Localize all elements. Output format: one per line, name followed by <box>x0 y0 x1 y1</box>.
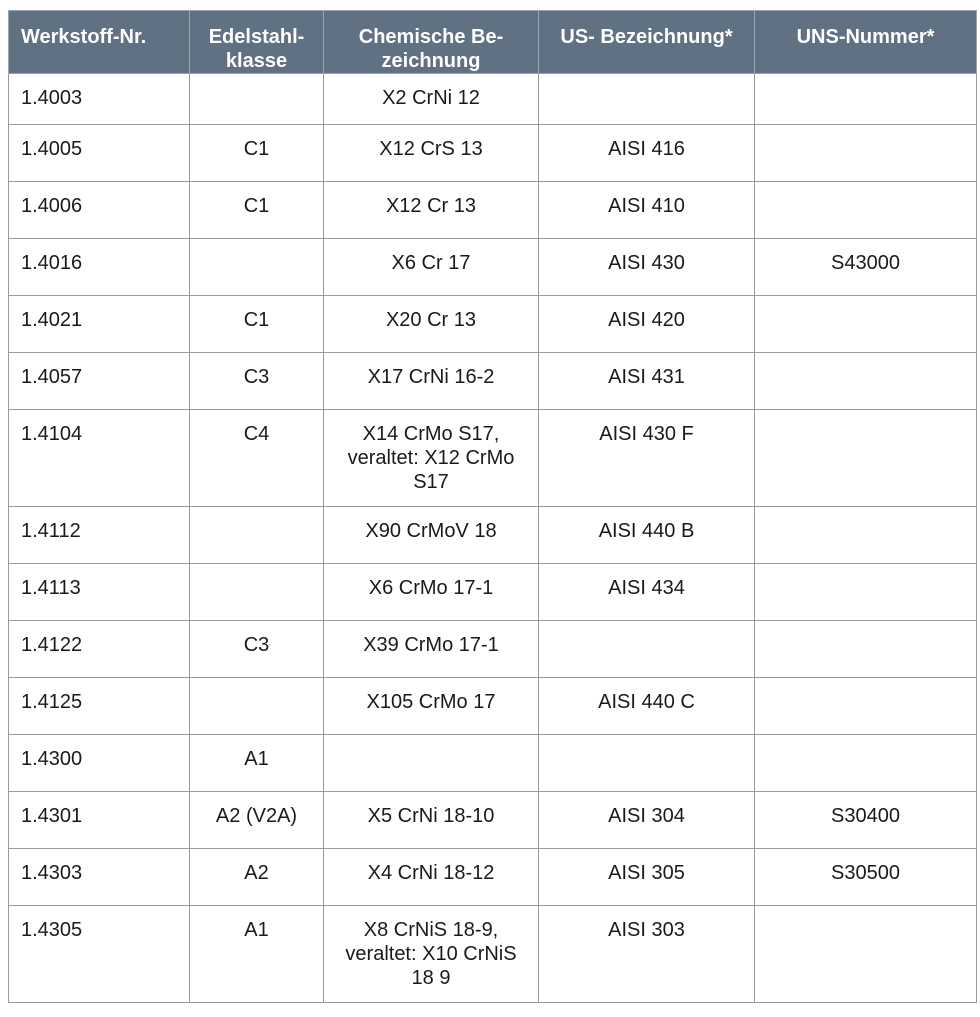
cell-uns-nummer: S30500 <box>755 849 977 906</box>
table-row <box>9 125 977 182</box>
cell-edelstahlklasse: C4 <box>190 410 324 507</box>
cell-us-bezeichnung: AISI 440 C <box>539 678 755 735</box>
cell-chemische-bezeichnung <box>324 735 539 792</box>
cell-us-bezeichnung: AISI 430 <box>539 239 755 296</box>
cell-uns-nummer <box>755 410 977 507</box>
cell-edelstahlklasse: C3 <box>190 621 324 678</box>
cell-edelstahlklasse: A2 (V2A) <box>190 792 324 849</box>
cell-edelstahlklasse: C1 <box>190 296 324 353</box>
cell-uns-nummer: S43000 <box>755 239 977 296</box>
cell-werkstoff-nr: 1.4303 <box>9 849 190 906</box>
cell-chemische-bezeichnung: X12 Cr 13 <box>324 182 539 239</box>
cell-uns-nummer: S30400 <box>755 792 977 849</box>
cell-chemische-bezeichnung: X12 CrS 13 <box>324 125 539 182</box>
cell-chemische-bezeichnung: X4 CrNi 18-12 <box>324 849 539 906</box>
cell-edelstahlklasse <box>190 74 324 125</box>
cell-uns-nummer <box>755 564 977 621</box>
cell-us-bezeichnung <box>539 74 755 125</box>
header-line: Chemische Be- <box>358 26 504 48</box>
cell-edelstahlklasse: C1 <box>190 125 324 182</box>
cell-chemische-bezeichnung: X20 Cr 13 <box>324 296 539 353</box>
table-row <box>9 792 977 849</box>
cell-chemische-bezeichnung: X39 CrMo 17-1 <box>324 621 539 678</box>
table-header-row <box>9 11 977 74</box>
table-row <box>9 239 977 296</box>
cell-us-bezeichnung: AISI 410 <box>539 182 755 239</box>
cell-edelstahlklasse <box>190 507 324 564</box>
table-row <box>9 410 977 507</box>
cell-us-bezeichnung: AISI 440 B <box>539 507 755 564</box>
cell-uns-nummer <box>755 125 977 182</box>
cell-werkstoff-nr: 1.4113 <box>9 564 190 621</box>
cell-uns-nummer <box>755 182 977 239</box>
cell-chemische-bezeichnung: X14 CrMo S17, veraltet: X12 CrMo S17 <box>324 410 539 507</box>
cell-chemische-bezeichnung: X90 CrMoV 18 <box>324 507 539 564</box>
table-row <box>9 296 977 353</box>
cell-us-bezeichnung: AISI 431 <box>539 353 755 410</box>
table-row <box>9 507 977 564</box>
cell-edelstahlklasse: A1 <box>190 735 324 792</box>
cell-chemische-bezeichnung: X6 Cr 17 <box>324 239 539 296</box>
header-line: US- Bezeichnung* <box>560 26 733 48</box>
cell-uns-nummer <box>755 678 977 735</box>
cell-us-bezeichnung <box>539 621 755 678</box>
table-row <box>9 353 977 410</box>
header-werkstoff-nr <box>9 11 190 74</box>
cell-us-bezeichnung: AISI 305 <box>539 849 755 906</box>
cell-werkstoff-nr: 1.4122 <box>9 621 190 678</box>
cell-us-bezeichnung: AISI 420 <box>539 296 755 353</box>
cell-uns-nummer <box>755 621 977 678</box>
header-edelstahlklasse <box>190 11 324 74</box>
cell-us-bezeichnung: AISI 303 <box>539 906 755 1003</box>
header-chemische-bezeichnung <box>324 11 539 74</box>
cell-chemische-bezeichnung: X17 CrNi 16-2 <box>324 353 539 410</box>
stainless-steel-grades-table <box>8 10 977 1003</box>
cell-werkstoff-nr: 1.4016 <box>9 239 190 296</box>
cell-edelstahlklasse: C3 <box>190 353 324 410</box>
cell-us-bezeichnung: AISI 434 <box>539 564 755 621</box>
cell-werkstoff-nr: 1.4006 <box>9 182 190 239</box>
cell-werkstoff-nr: 1.4125 <box>9 678 190 735</box>
cell-werkstoff-nr: 1.4112 <box>9 507 190 564</box>
table-row <box>9 74 977 125</box>
cell-werkstoff-nr: 1.4305 <box>9 906 190 1003</box>
cell-chemische-bezeichnung: X6 CrMo 17-1 <box>324 564 539 621</box>
header-us-bezeichnung <box>539 11 755 74</box>
header-line: UNS-Nummer* <box>796 26 935 48</box>
cell-uns-nummer <box>755 735 977 792</box>
cell-edelstahlklasse <box>190 564 324 621</box>
table-row <box>9 678 977 735</box>
cell-us-bezeichnung: AISI 304 <box>539 792 755 849</box>
cell-werkstoff-nr: 1.4005 <box>9 125 190 182</box>
cell-uns-nummer <box>755 507 977 564</box>
cell-edelstahlklasse <box>190 239 324 296</box>
cell-us-bezeichnung: AISI 416 <box>539 125 755 182</box>
cell-werkstoff-nr: 1.4003 <box>9 74 190 125</box>
table-row <box>9 564 977 621</box>
cell-chemische-bezeichnung: X105 CrMo 17 <box>324 678 539 735</box>
cell-us-bezeichnung: AISI 430 F <box>539 410 755 507</box>
cell-us-bezeichnung <box>539 735 755 792</box>
cell-uns-nummer <box>755 353 977 410</box>
cell-edelstahlklasse: A1 <box>190 906 324 1003</box>
table-row <box>9 906 977 1003</box>
cell-edelstahlklasse: A2 <box>190 849 324 906</box>
table-row <box>9 735 977 792</box>
header-uns-nummer <box>755 11 977 74</box>
table-row <box>9 182 977 239</box>
cell-werkstoff-nr: 1.4057 <box>9 353 190 410</box>
cell-chemische-bezeichnung: X5 CrNi 18-10 <box>324 792 539 849</box>
header-line: Edelstahl- <box>208 26 305 48</box>
cell-werkstoff-nr: 1.4021 <box>9 296 190 353</box>
cell-chemische-bezeichnung: X8 CrNiS 18-9, veraltet: X10 CrNiS 18 9 <box>324 906 539 1003</box>
header-line: zeichnung <box>381 50 481 72</box>
cell-werkstoff-nr: 1.4301 <box>9 792 190 849</box>
cell-edelstahlklasse <box>190 678 324 735</box>
header-line: klasse <box>225 50 288 72</box>
cell-edelstahlklasse: C1 <box>190 182 324 239</box>
cell-uns-nummer <box>755 906 977 1003</box>
cell-werkstoff-nr: 1.4300 <box>9 735 190 792</box>
table-row <box>9 621 977 678</box>
header-line: Werkstoff-Nr. <box>21 26 147 48</box>
table-row <box>9 849 977 906</box>
cell-chemische-bezeichnung: X2 CrNi 12 <box>324 74 539 125</box>
stainless-steel-table-container <box>8 10 976 1003</box>
cell-uns-nummer <box>755 296 977 353</box>
cell-werkstoff-nr: 1.4104 <box>9 410 190 507</box>
cell-uns-nummer <box>755 74 977 125</box>
table-body <box>9 74 977 1003</box>
